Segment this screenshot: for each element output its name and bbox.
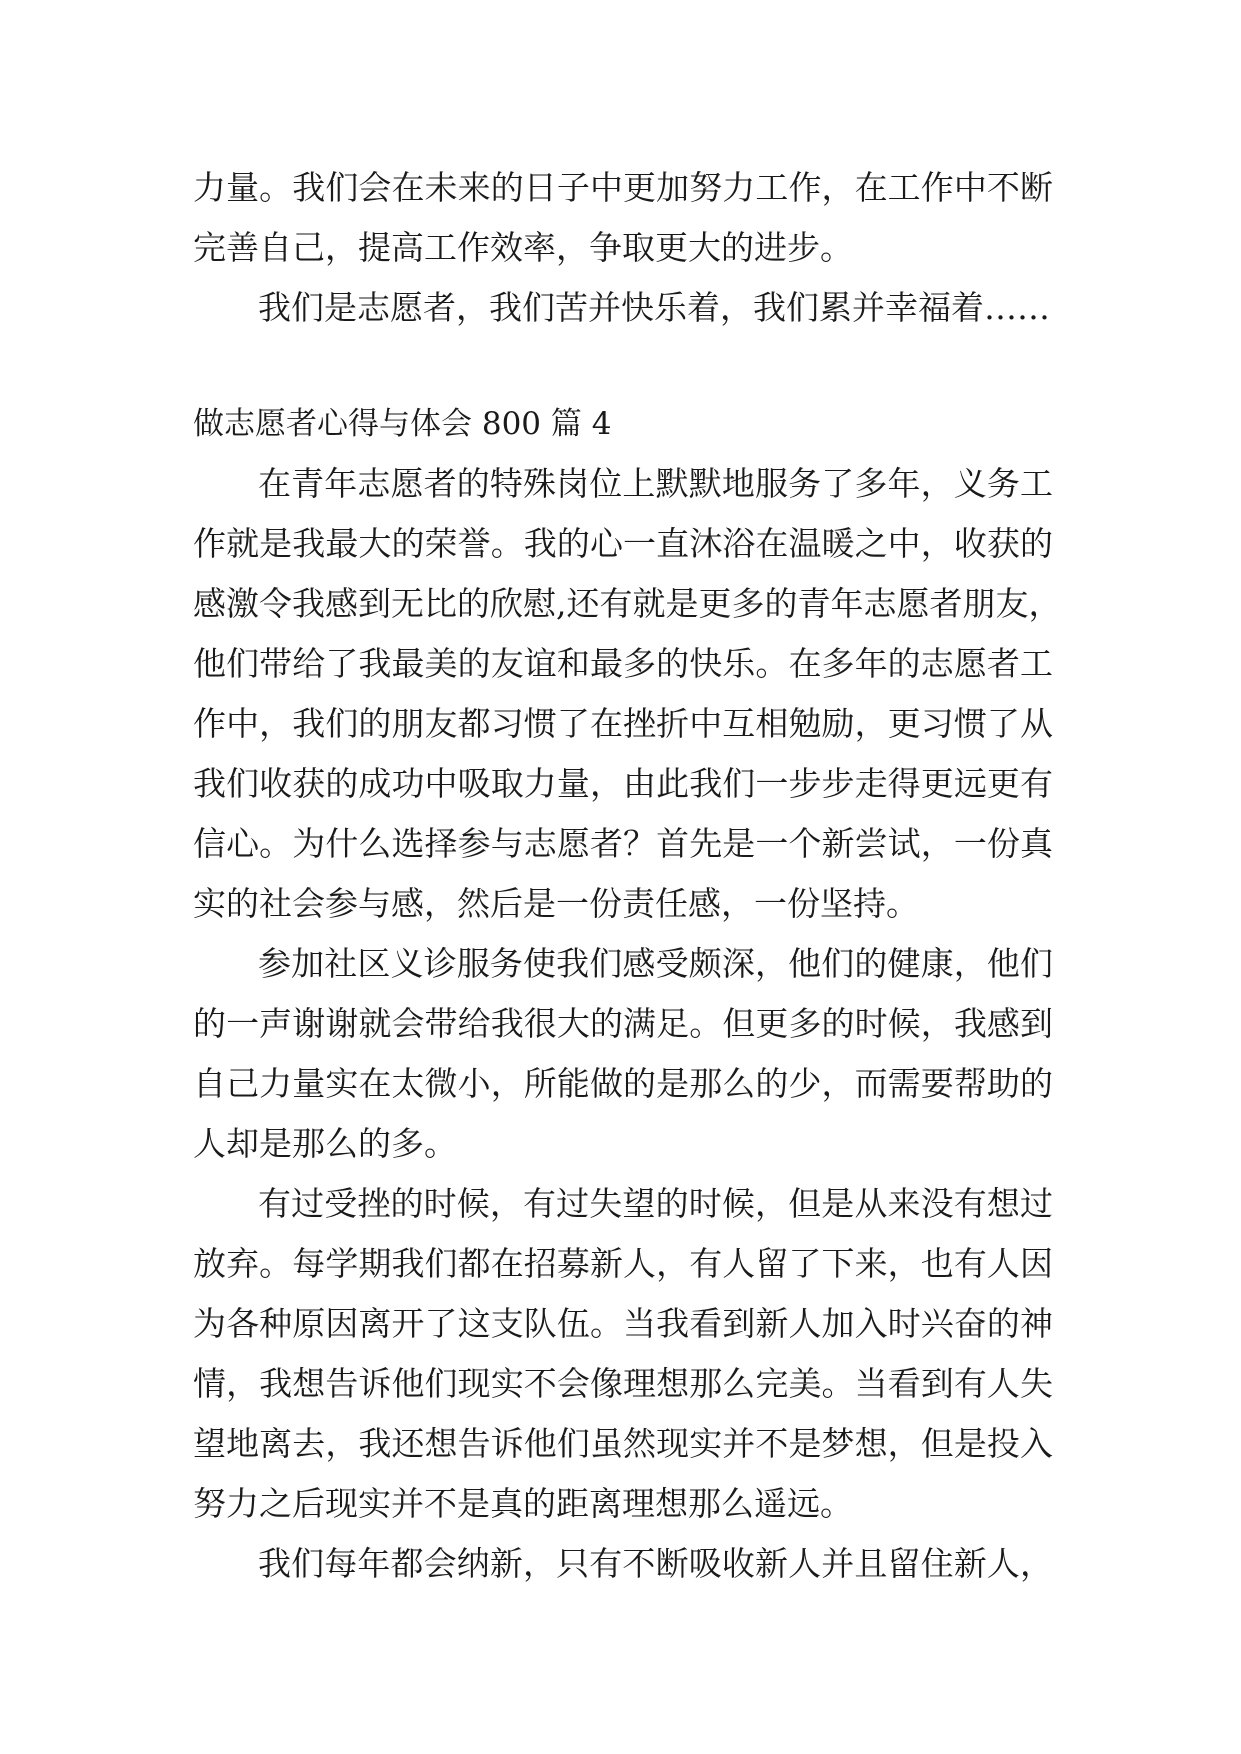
text-line: 完善自己，提高工作效率，争取更大的进步。	[193, 228, 853, 267]
text-line: 的一声谢谢就会带给我很大的满足。但更多的时候，我感到	[193, 1004, 1053, 1043]
text-line: 放弃。每学期我们都在招募新人，有人留了下来，也有人因	[193, 1244, 1053, 1283]
text-line: 在青年志愿者的特殊岗位上默默地服务了多年，义务工	[258, 464, 1053, 503]
text-line: 作中，我们的朋友都习惯了在挫折中互相勉励，更习惯了从	[193, 704, 1053, 743]
text-line: 信心。为什么选择参与志愿者？首先是一个新尝试，一份真	[193, 824, 1053, 863]
text-line: 感激令我感到无比的欣慰,还有就是更多的青年志愿者朋友，	[193, 584, 1062, 623]
text-line: 自己力量实在太微小，所能做的是那么的少，而需要帮助的	[193, 1064, 1053, 1103]
text-line: 力量。我们会在未来的日子中更加努力工作，在工作中不断	[193, 168, 1053, 207]
text-line: 我们是志愿者，我们苦并快乐着，我们累并幸福着……	[258, 288, 1050, 327]
text-line: 作就是我最大的荣誉。我的心一直沐浴在温暖之中，收获的	[193, 524, 1053, 563]
text-line: 望地离去，我还想告诉他们虽然现实并不是梦想，但是投入	[193, 1424, 1053, 1463]
text-line: 参加社区义诊服务使我们感受颇深，他们的健康，他们	[258, 944, 1053, 983]
text-line: 人却是那么的多。	[193, 1124, 457, 1163]
text-line: 有过受挫的时候，有过失望的时候，但是从来没有想过	[258, 1184, 1053, 1223]
text-line: 实的社会参与感，然后是一份责任感，一份坚持。	[193, 884, 919, 923]
text-line: 情，我想告诉他们现实不会像理想那么完美。当看到有人失	[193, 1364, 1053, 1403]
text-line: 为各种原因离开了这支队伍。当我看到新人加入时兴奋的神	[193, 1304, 1053, 1343]
section-heading: 做志愿者心得与体会 800 篇 4	[193, 406, 612, 442]
text-line: 努力之后现实并不是真的距离理想那么遥远。	[193, 1484, 853, 1523]
text-line: 我们每年都会纳新，只有不断吸收新人并且留住新人，	[258, 1544, 1053, 1583]
text-line: 我们收获的成功中吸取力量，由此我们一步步走得更远更有	[193, 764, 1053, 803]
text-line: 他们带给了我最美的友谊和最多的快乐。在多年的志愿者工	[193, 644, 1053, 683]
